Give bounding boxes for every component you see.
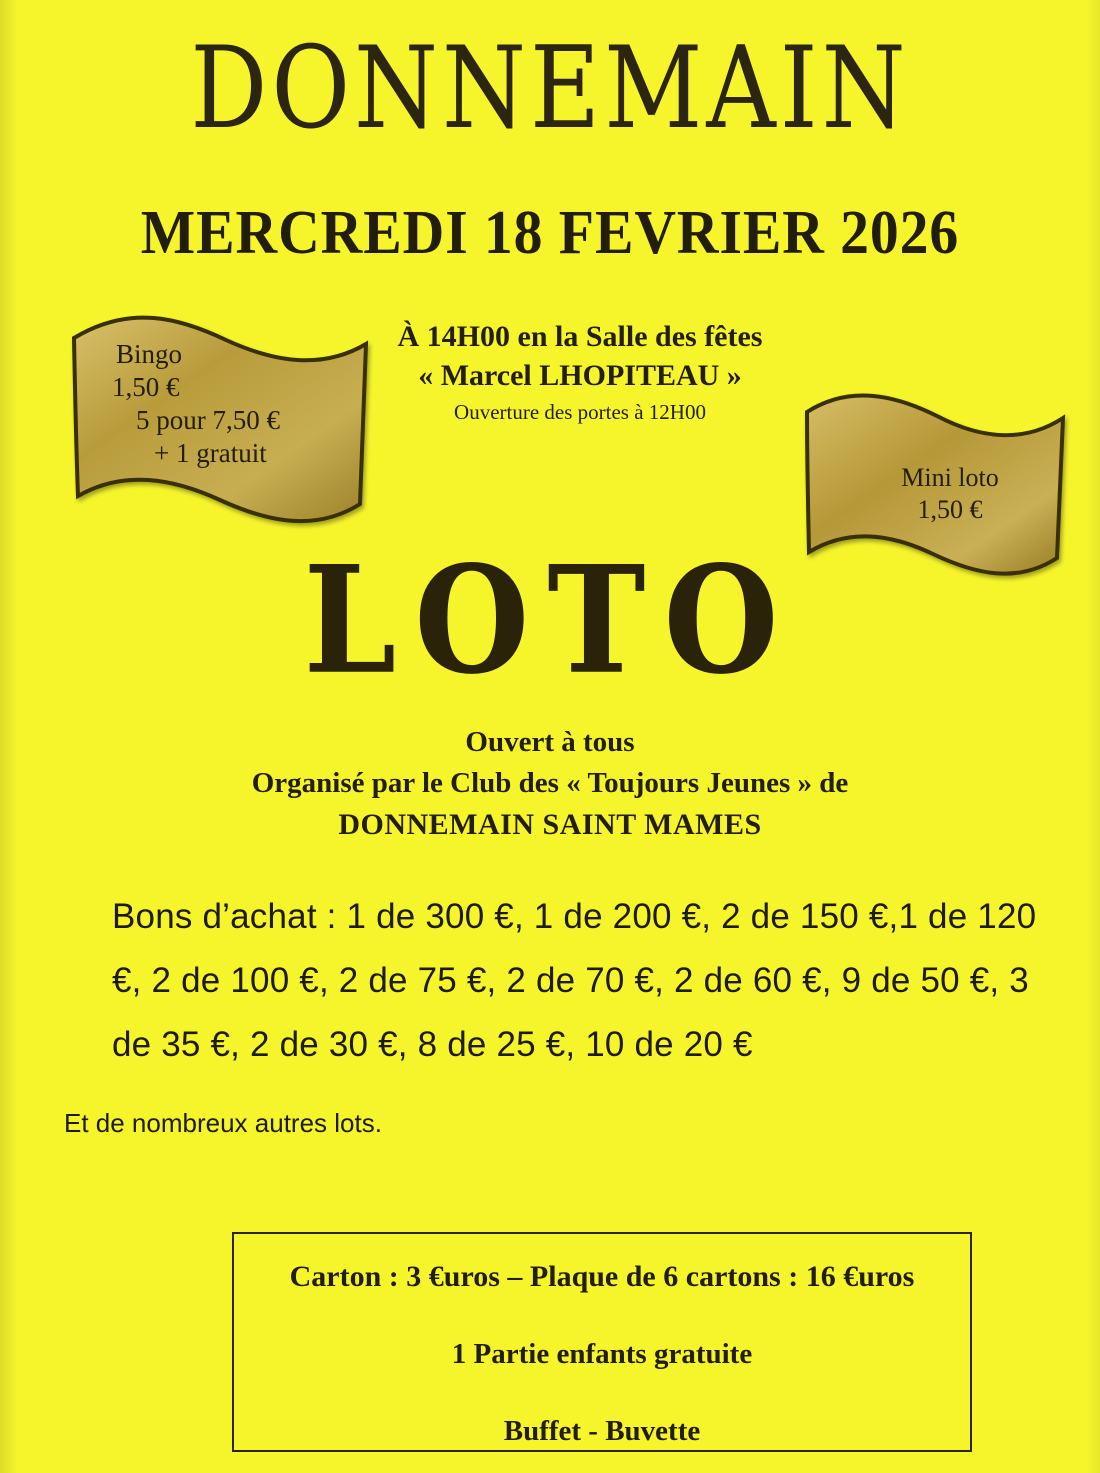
venue-doors-open: Ouverture des portes à 12H00	[454, 400, 706, 424]
carton-price-line: Carton : 3 €uros – Plaque de 6 cartons : 16 €uros	[289, 1260, 915, 1293]
venue-hall-name: « Marcel LHOPITEAU »	[418, 359, 742, 392]
children-game-line: 1 Partie enfants gratuite	[451, 1338, 753, 1370]
pricing-box	[232, 1232, 972, 1452]
venue-block	[330, 318, 830, 428]
ribbon-bingo-text	[78, 338, 364, 470]
poster-date: MERCREDI 18 FEVRIER 2026	[140, 199, 960, 267]
ribbon-bingo-free: + 1 gratuit	[154, 437, 267, 468]
ribbon-bingo-label: Bingo	[116, 339, 183, 369]
ribbon-banner-bingo	[60, 300, 380, 570]
buffet-line: Buffet - Buvette	[503, 1415, 701, 1447]
organizer-town-line: DONNEMAIN SAINT MAMES	[338, 808, 762, 841]
open-to-all-line: Ouvert à tous	[465, 726, 635, 758]
organized-by-line: Organisé par le Club des « Toujours Jeunes » de	[251, 767, 849, 799]
ribbon-mini-loto-label: Mini loto	[901, 463, 999, 492]
prizes-list: Bons d’achat : 1 de 300 €, 1 de 200 €, 2 de 150 €,1 de 120 €, 2 de 100 €, 2 de 75 €, 2 de 70 €, 2 de 60 €, 9 de 50 €, 3 de 35 €, 2 de 30 €, 8 de 25 €, 10 de 20 €	[112, 897, 1037, 1064]
ribbon-bingo-price: 1,50 €	[112, 371, 180, 402]
ribbon-bingo-bundle: 5 pour 7,50 €	[136, 404, 280, 435]
poster-town-title: DONNEMAIN	[190, 22, 910, 155]
organizer-block	[0, 722, 1100, 846]
loto-headline: LOTO	[303, 534, 797, 708]
ribbon-mini-loto-price: 1,50 €	[917, 494, 983, 524]
venue-time-and-hall: À 14H00 en la Salle des fêtes	[397, 320, 763, 353]
ribbon-mini-loto-text	[855, 462, 1045, 525]
other-lots-note: Et de nombreux autres lots.	[64, 1108, 382, 1138]
